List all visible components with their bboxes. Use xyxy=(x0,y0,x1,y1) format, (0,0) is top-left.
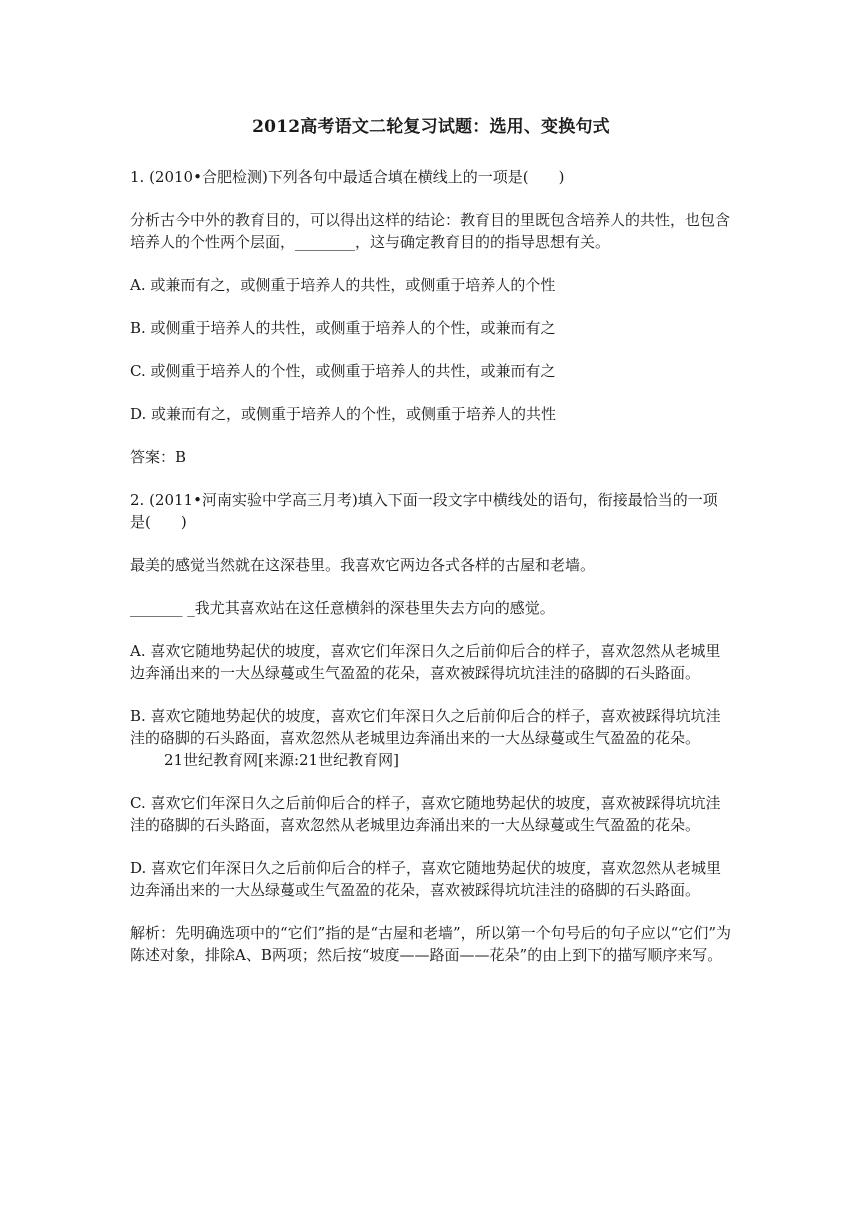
question-2-option-a: A. 喜欢它随地势起伏的坡度，喜欢它们年深日久之后前仰后合的样子，喜欢忽然从老城里边奔涌出来的一大丛绿蔓或生气盈盈的花朵，喜欢被踩得坑坑洼洼的硌脚的石头路面。 xyxy=(130,642,721,682)
question-2-option-b xyxy=(130,705,732,771)
document-title: 2012高考语文二轮复习试题：选用、变换句式 xyxy=(252,117,610,137)
question-1-stem: 1. (2010•合肥检测)下列各句中最适合填在横线上的一项是( ) xyxy=(130,168,565,186)
question-2-option-d: D. 喜欢它们年深日久之后前仰后合的样子，喜欢它随地势起伏的坡度，喜欢忽然从老城里边奔涌出来的一大丛绿蔓或生气盈盈的花朵，喜欢被踩得坑坑洼洼的硌脚的石头路面。 xyxy=(130,859,722,899)
question-2-option-c: C. 喜欢它们年深日久之后前仰后合的样子，喜欢它随地势起伏的坡度，喜欢被踩得坑坑洼洼的硌脚的石头路面，喜欢忽然从老城里边奔涌出来的一大丛绿蔓或生气盈盈的花朵。 xyxy=(130,794,721,834)
question-2-stem: 2. (2011•河南实验中学高三月考)填入下面一段文字中横线处的语句，衔接最恰当的一项是( ) xyxy=(130,491,718,531)
question-2-analysis: 解析：先明确选项中的“它们”指的是“古屋和老墙”，所以第一个句号后的句子应以“它们”为陈述对象，排除A、B两项；然后按“坡度——路面——花朵”的由上到下的描写顺序来写。 xyxy=(130,924,732,964)
question-2-option-b-text: B. 喜欢它随地势起伏的坡度，喜欢它们年深日久之后前仰后合的样子，喜欢被踩得坑坑洼洼的硌脚的石头路面，喜欢忽然从老城里边奔涌出来的一大丛绿蔓或生气盈盈的花朵。 xyxy=(130,707,721,747)
question-2-passage-2: _______ _我尤其喜欢站在这任意横斜的深巷里失去方向的感觉。 xyxy=(130,599,555,617)
document-page xyxy=(130,112,732,987)
question-2-passage-1: 最美的感觉当然就在这深巷里。我喜欢它两边各式各样的古屋和老墙。 xyxy=(130,556,596,574)
question-1-passage: 分析古今中外的教育目的，可以得出这样的结论：教育目的里既包含培养人的共性，也包含培养人的个性两个层面，________，这与确定教育目的的指导思想有关。 xyxy=(130,211,731,251)
question-1-option-c: C. 或侧重于培养人的个性，或侧重于培养人的共性，或兼而有之 xyxy=(130,362,556,380)
question-1-option-a: A. 或兼而有之，或侧重于培养人的共性，或侧重于培养人的个性 xyxy=(130,276,556,294)
question-2-option-b-source: 21世纪教育网[来源:21世纪教育网] xyxy=(164,751,399,769)
question-1-answer: 答案：B xyxy=(130,448,187,466)
question-1-option-b: B. 或侧重于培养人的共性，或侧重于培养人的个性，或兼而有之 xyxy=(130,319,556,337)
question-1-option-d: D. 或兼而有之，或侧重于培养人的个性，或侧重于培养人的共性 xyxy=(130,405,557,423)
